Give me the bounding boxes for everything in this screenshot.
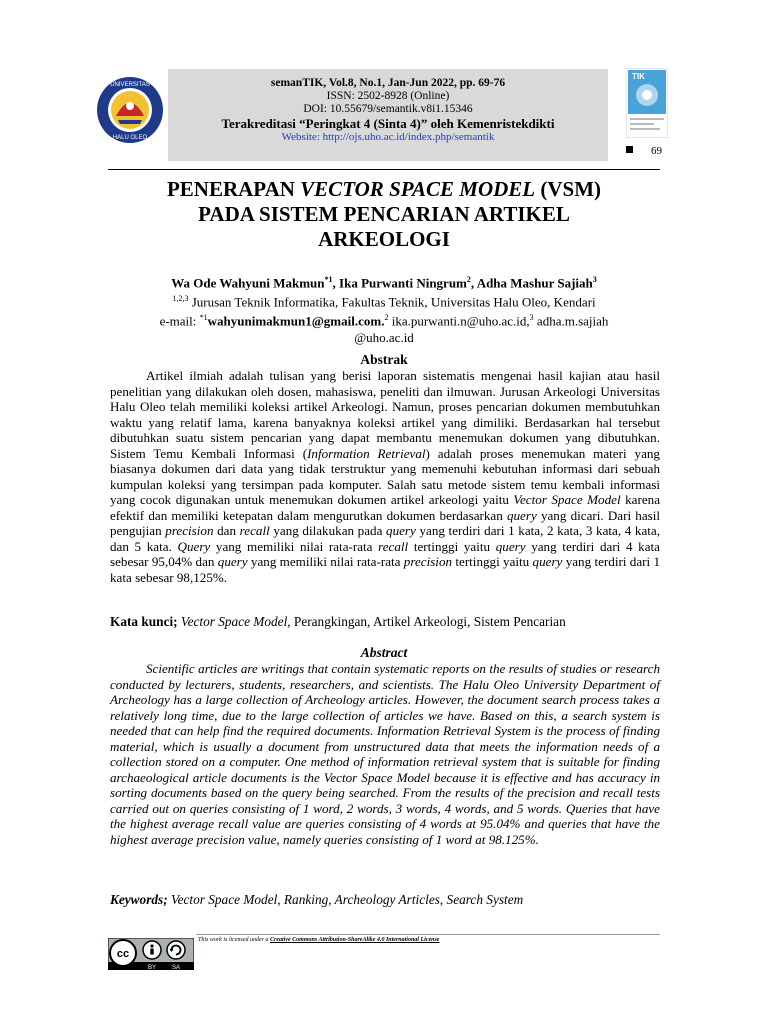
abstrak-em: precision xyxy=(403,554,453,569)
abstrak-body xyxy=(110,368,660,585)
abstrak-seg: karena efektif dan memiliki ketepatan dalam mengurutkan dokumen berdasarkan xyxy=(110,492,661,523)
abstrak-em: query xyxy=(495,538,526,554)
page-number xyxy=(626,145,674,159)
seal-text-top: UNIVERSITAS xyxy=(110,82,150,88)
license-notice xyxy=(198,937,439,943)
abstrak-em: Query xyxy=(177,538,211,554)
abstrak-seg: ) adalah proses menemukan materi yang biasanya dokumen dari data yang tidak terstruktur yang memenuhi kebutuhan informasi dari sebuah kumpulan koleksi yang tersimpan pada komputer. Salah satu metode sistem temu kembali informasi yang cocok digunakan untuk menemukan dokumen artikel arkeologi yaitu xyxy=(110,445,660,507)
author-2: Ika Purwanti Ningrum xyxy=(339,275,467,291)
abstrak-seg: yang memiliki nilai rata-rata xyxy=(210,538,379,554)
cover-title: TIK xyxy=(632,72,645,81)
email-2[interactable]: ika.purwanti.n@uho.ac.id, xyxy=(388,313,530,329)
author-list: Wa Ode Wahyuni Makmun$^{*1}$, Ika Purwanti Ningrum$^2$, Adha Mashur Sajiah$^3$ xyxy=(171,275,597,291)
cc-by-sa-license-icon[interactable] xyxy=(108,938,194,970)
abstrak-seg: yang dilakukan pada xyxy=(269,523,387,538)
abstract-heading: Abstract xyxy=(360,645,408,660)
abstrak-seg: yang terdiri dari 4 kata sebesar 95,04% dan xyxy=(110,538,660,569)
abstrak-em: recall xyxy=(378,538,409,554)
journal-website-link[interactable]: Website: http://ojs.uho.ac.id/index.php/semantik xyxy=(281,131,495,143)
cc-mark: cc xyxy=(116,948,130,960)
abstrak-seg: dan xyxy=(213,523,240,538)
email-label: e-mail: xyxy=(159,313,200,329)
affiliation-text: Jurusan Teknik Informatika, Fakultas Teknik, Universitas Halu Oleo, Kendari xyxy=(188,294,596,310)
page-number-text: 69 xyxy=(651,145,662,157)
abstrak-em: query xyxy=(386,523,416,538)
keywords-label: Keywords; xyxy=(110,892,168,907)
university-seal-logo xyxy=(96,76,164,144)
header-divider xyxy=(108,169,660,170)
email-3-cont[interactable]: @uho.ac.id xyxy=(354,329,414,345)
title-line1-pre: PENERAPAN xyxy=(166,177,301,201)
affiliation-block xyxy=(100,291,668,346)
abstrak-heading: Abstrak xyxy=(360,352,408,367)
email-1[interactable]: wahyunimakmun1@gmail.com. xyxy=(207,313,385,329)
journal-citation xyxy=(168,77,608,90)
abstrak-seg: yang memiliki nilai rata-rata xyxy=(247,554,404,569)
license-prefix: This work is licensed under a xyxy=(198,937,270,943)
license-link[interactable]: Creative Commons Attribution-ShareAlike 4.0 International License xyxy=(270,937,440,943)
abstract-text: Scientific articles are writings that contain systematic reports on the results of studies or research conducted by lecturers, students, researchers, and scientists. The Halu Oleo University Department of Archeology has a large collection of Archeology articles. However, the document search process takes a relatively long time, due to the large collection of articles we have. Based on this, a search system is needed that can help find the required documents. Information Retrieval System is the process of finding material, which is usually a document from unstructured data that meets the information needs of a collection stored on a computer. One method of information retrieval system that is suitable for finding archaeological article documents is the Vector Space Model because it is effective and has accuracy in sorting documents based on the query being searched. From the results of the precision and recall tests carried out on queries consisting of 1 word, 2 words, 3 words, 4 words, and 5 words. Queries that have the highest average recall value are queries consisting of 4 words at 95.04% and queries that have the highest average precision value, namely queries consisting of 1 word at 98.125%. xyxy=(110,661,660,847)
abstrak-em: recall xyxy=(239,523,270,538)
author-3-sup: 3 xyxy=(592,275,597,284)
keywords-line xyxy=(110,892,660,908)
abstrak-em: Information Retrieval xyxy=(307,445,426,461)
kata-kunci-rest: , Perangkingan, Artikel Arkeologi, Sistem Pencarian xyxy=(287,614,566,629)
keywords-text: Vector Space Model, Ranking, Archeology Articles, Search System xyxy=(167,892,524,907)
abstrak-seg: yang terdiri dari 1 kata sebesar 98,125%. xyxy=(110,554,660,585)
title-line2: PADA SISTEM PENCARIAN ARTIKEL xyxy=(198,202,570,226)
journal-cover-thumbnail xyxy=(626,68,668,138)
abstrak-em: Vector Space Model xyxy=(513,492,621,507)
journal-issn: ISSN: 2502-8928 (Online) xyxy=(326,90,450,102)
abstrak-seg: tertinggi yaitu xyxy=(408,538,496,554)
author-1-sup: *1 xyxy=(324,275,333,284)
abstrak-em: precision xyxy=(165,523,214,538)
paper-title xyxy=(100,177,668,252)
journal-citation-text: semanTIK, Vol.8, No.1, Jan-Jun 2022, pp. 69-76 xyxy=(270,77,506,89)
email-sup-1: *1 xyxy=(199,313,208,323)
email-sup-2: 2 xyxy=(384,313,389,323)
title-line3: ARKEOLOGI xyxy=(318,227,450,251)
sa-label: SA xyxy=(171,965,181,970)
kata-kunci-label: Kata kunci; xyxy=(110,614,178,629)
abstrak-seg: yang dicari. Dari hasil pengujian xyxy=(110,507,660,538)
abstrak-em: query xyxy=(506,507,537,523)
journal-header-box xyxy=(168,69,608,161)
abstrak-em: query xyxy=(532,554,563,569)
author-3: Adha Mashur Sajiah xyxy=(476,275,593,291)
square-bullet-icon xyxy=(626,146,633,153)
seal-text-bottom: HALU OLEO xyxy=(112,135,148,141)
title-line1-em: VECTOR SPACE MODEL xyxy=(300,177,536,201)
abstrak-seg: Artikel ilmiah adalah tulisan yang berisi laporan sistematis mengenai hasil kajian atau hasil penelitian yang dilakukan oleh dosen, mahasiswa, peneliti dan ilmuwan. Jurusan Arkeologi Universitas Halu Oleo telah memiliki koleksi artikel Arkeologi. Namun, proses pencarian dokumen membutuhkan waktu yang relatif lama, karena banyaknya koleksi artikel yang dimiliki. Berdasarkan hal tersebut dibutuhkan suatu sistem pencarian yang dapat membantu menemukan dokumen yang dibutuhkan. Sistem Temu Kembali Informasi ( xyxy=(110,368,660,461)
journal-doi: DOI: 10.55679/semantik.v8i1.15346 xyxy=(303,103,473,115)
abstrak-seg: yang terdiri dari 1 kata, 2 kata, 3 kata, 4 kata, dan 5 kata. xyxy=(110,523,661,554)
affiliation-sup: 1,2,3 xyxy=(172,294,189,303)
author-1: Wa Ode Wahyuni Makmun xyxy=(171,275,325,291)
email-sup-3: 3 xyxy=(529,313,534,323)
abstrak-seg: tertinggi yaitu xyxy=(452,554,533,569)
kata-kunci-line xyxy=(110,614,660,630)
title-line1-post: (VSM) xyxy=(535,177,602,201)
footer-divider xyxy=(196,934,660,935)
journal-accreditation: Terakreditasi “Peringkat 4 (Sinta 4)” oleh Kemenristekdikti xyxy=(221,116,555,131)
kata-kunci-em: Vector Space Model xyxy=(177,614,288,629)
abstrak-em: query xyxy=(217,554,248,569)
author-2-sup: 2 xyxy=(466,275,471,284)
abstract-body xyxy=(110,661,660,847)
email-3[interactable]: adha.m.sajiah xyxy=(533,313,609,329)
by-label: BY xyxy=(147,965,157,970)
